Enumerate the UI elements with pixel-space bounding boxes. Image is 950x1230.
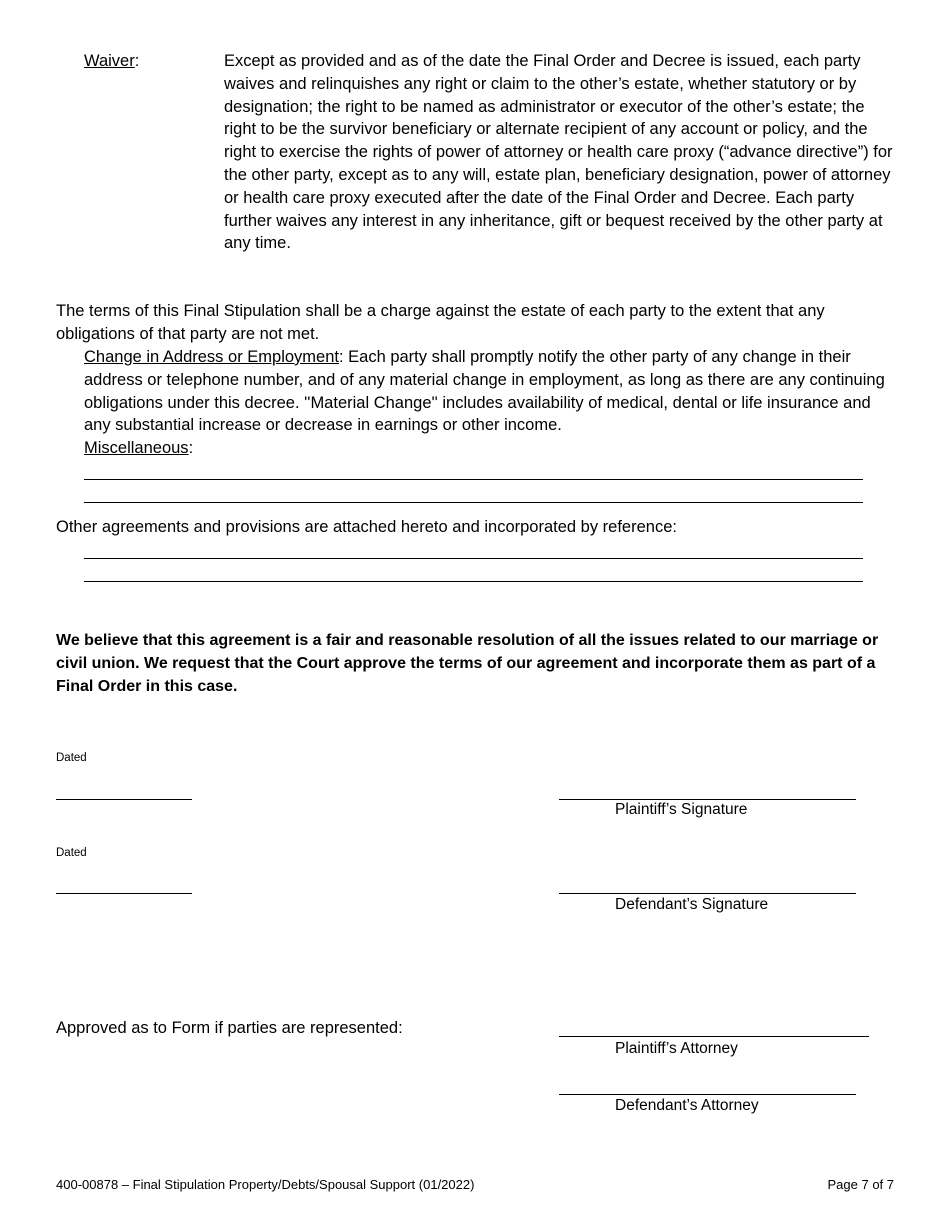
waiver-heading: [84, 50, 139, 73]
other-agreements-blank-line-1[interactable]: [84, 558, 863, 559]
plaintiff-signature-caption: Plaintiff’s Signature: [615, 801, 748, 818]
date-line-1[interactable]: [56, 799, 192, 800]
approval-label: Approved as to Form if parties are represented:: [56, 1019, 403, 1037]
miscellaneous-blank-line-1[interactable]: [84, 479, 863, 480]
defendant-signature-caption: Defendant’s Signature: [615, 896, 769, 913]
plaintiff-signature-line[interactable]: [559, 799, 856, 800]
defendant-attorney-line[interactable]: [559, 1094, 856, 1095]
plaintiff-attorney-caption: Plaintiff’s Attorney: [615, 1040, 738, 1057]
dated-label-2: Dated: [56, 847, 87, 859]
waiver-colon: :: [134, 52, 140, 70]
miscellaneous-colon: :: [188, 439, 194, 457]
dated-label-1: Dated: [56, 752, 87, 764]
change-address-label: Change in Address or Employment: [84, 348, 339, 366]
miscellaneous-label: Miscellaneous: [84, 439, 189, 457]
waiver-label: Waiver: [84, 52, 135, 70]
change-address-paragraph: [84, 346, 896, 437]
other-agreements-text: Other agreements and provisions are attached hereto and incorporated by reference:: [56, 518, 677, 536]
date-line-2[interactable]: [56, 893, 192, 894]
belief-statement: We believe that this agreement is a fair and reasonable resolution of all the issues related to our marriage or civil union. We request that the Court approve the terms of our agreement and incorporate them as part of a Final Order in this case.: [56, 632, 879, 695]
defendant-signature-line[interactable]: [559, 893, 856, 894]
other-agreements-blank-line-2[interactable]: [84, 581, 863, 582]
plaintiff-attorney-line[interactable]: [559, 1036, 869, 1037]
defendant-attorney-caption: Defendant’s Attorney: [615, 1097, 759, 1114]
miscellaneous-blank-line-2[interactable]: [84, 502, 863, 503]
footer-form-id: 400-00878 – Final Stipulation Property/Debts/Spousal Support (01/2022): [56, 1177, 475, 1192]
estate-charge-text: The terms of this Final Stipulation shall be a charge against the estate of each party to the extent that any obligations of that party are not met.: [56, 302, 825, 343]
footer-page-number: Page 7 of 7: [827, 1177, 894, 1192]
miscellaneous-heading: [84, 437, 193, 460]
change-address-text: : Each party shall promptly notify the other party of any change in their address or telephone number, and of any material change in employment, as long as there are any continuing obligations under this decree. ''Material Change'' includes availability of medical, dental or life insurance and any substantial increase or decrease in earnings or other income.: [84, 348, 885, 435]
waiver-text: Except as provided and as of the date the Final Order and Decree is issued, each party waives and relinquishes any right or claim to the other’s estate, whether statutory or by designation; the right to be named as administrator or executor of the other’s estate; the right to be the survivor beneficiary or alternate recipient of any account or policy, and the right to exercise the rights of power of attorney or health care proxy (“advance directive”) for the other party, except as to any will, estate plan, beneficiary designation, power of attorney or health care proxy executed after the date of the Final Order and Decree. Each party further waives any interest in any inheritance, gift or bequest received by the other party at any time.: [224, 52, 893, 253]
